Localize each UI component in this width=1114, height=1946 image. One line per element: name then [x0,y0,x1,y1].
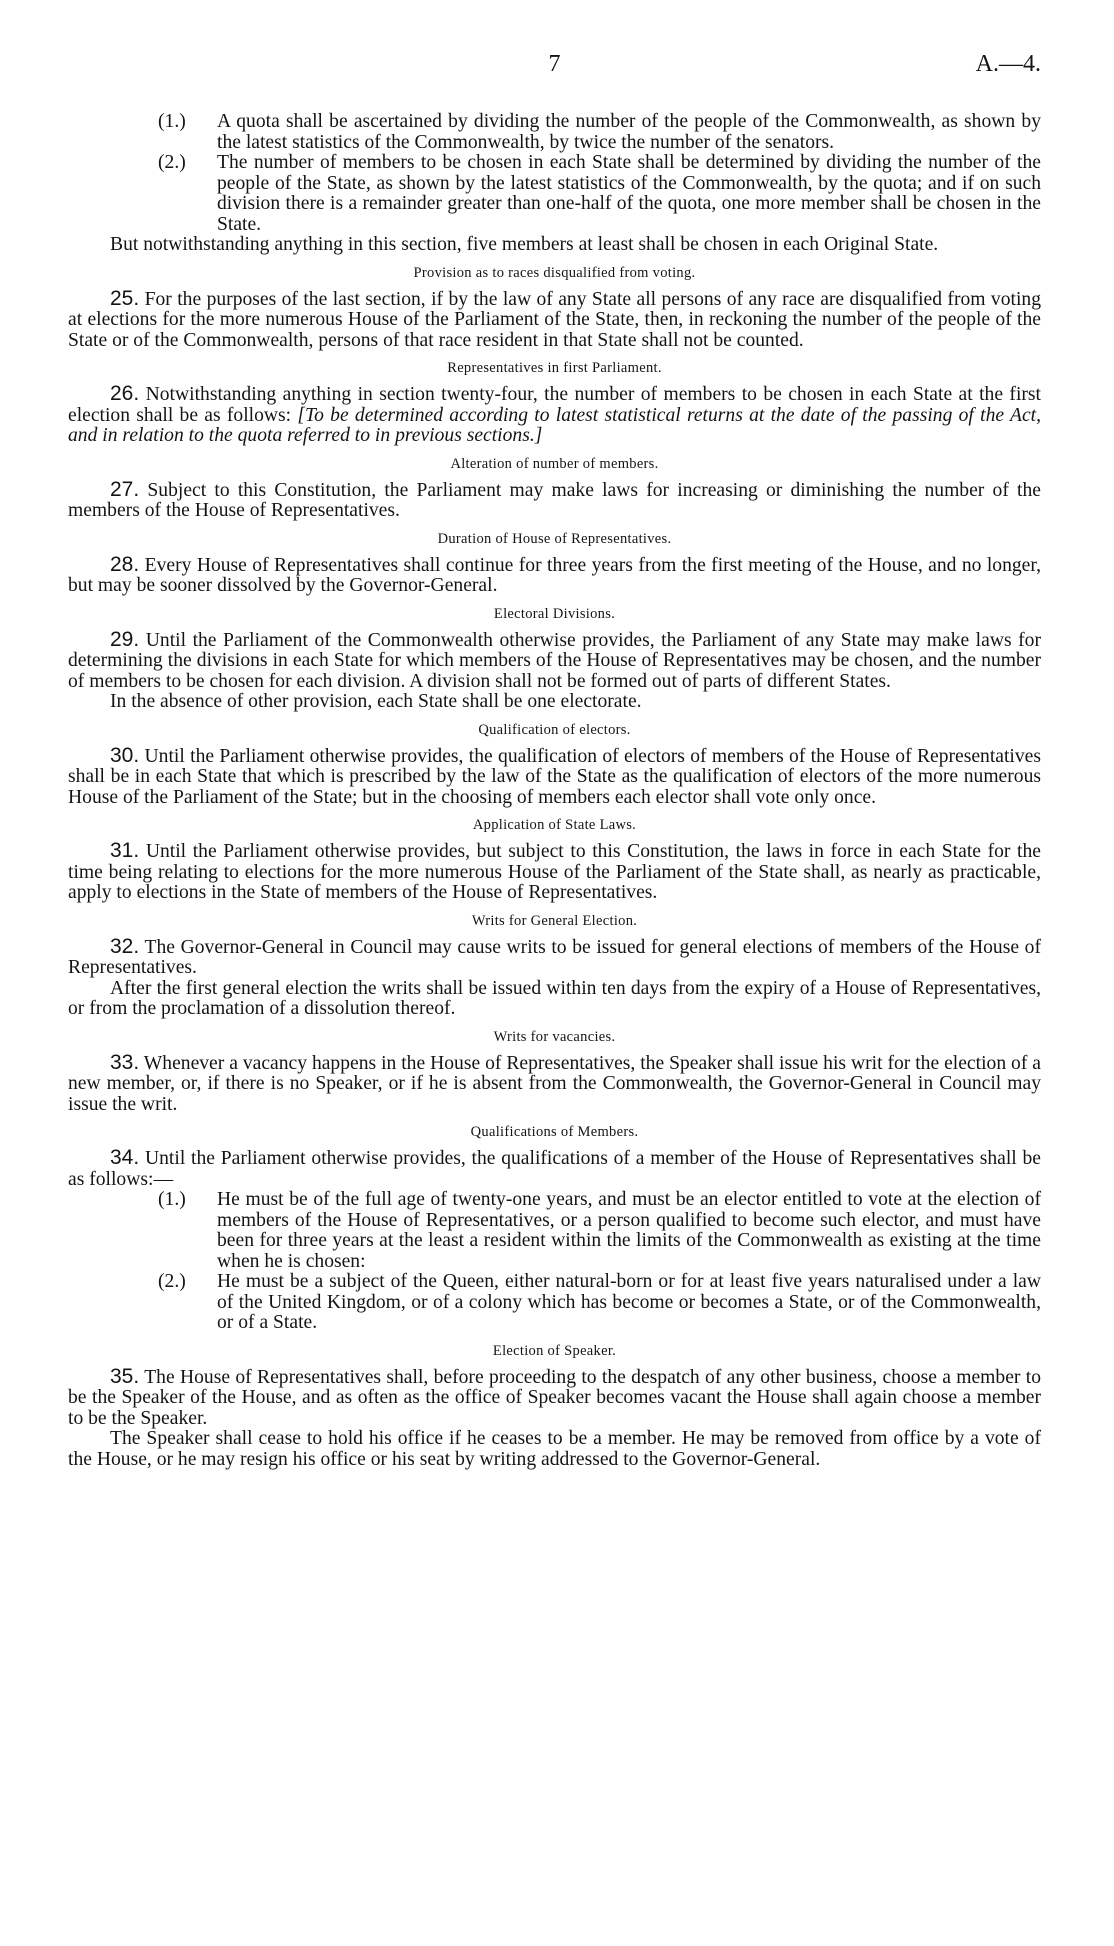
subsection-34-1 [68,1190,1041,1272]
section-heading-26: Representatives in first Parliament. [447,360,662,376]
section-26 [68,384,1041,447]
subsection-number: (2.) [158,1271,186,1292]
page-header [68,52,1041,90]
subsection-number: (1.) [158,1189,186,1210]
section-number: 31. [110,839,140,862]
page-number: 7 [548,51,561,77]
section-text: Until the Parliament otherwise provides, but subject to this Constitution, the laws in force in each State for the time being relating to elections for the more numerous House of the Parliament of the State shall, as nearly as practicable, apply to elections in the State of members of the House of Representatives. [68,841,1041,903]
section-text: Every House of Representatives shall continue for three years from the first meeting of the House, and no longer, but may be sooner dissolved by the Governor-General. [68,554,1041,596]
section-28 [68,552,1041,597]
paper-reference: A.—4. [975,51,1041,77]
section-heading-30: Qualification of electors. [478,721,631,738]
section-29 [68,627,1041,693]
section-24-tail: But notwithstanding anything in this section, five members at least shall be chosen in each Original State. [110,234,939,255]
section-number: 26. [110,382,140,405]
section-heading-32: Writs for General Election. [471,912,638,929]
section-number: 25. [110,286,140,310]
subsection-text: He must be of the full age of twenty-one years, and must be an elector entitled to vote at the election of members of the House of Representatives, or a person qualified to become such elector, and must have been for three years at the least a resident within the limits of the Commonwealth as existing at the time when he is chosen: [217,1189,1041,1272]
document-page [68,52,1041,1470]
section-text: The Governor-General in Council may cause writs to be issued for general elections of members of the House of Representatives. [68,936,1041,978]
section-32-continuation: After the first general election the writs shall be issued within ten days from the expiry of a House of Representatives, or from the proclamation of a dissolution thereof. [68,977,1041,1019]
section-text: For the purposes of the last section, if by the law of any State all persons of any race are disqualified from voting at elections for the more numerous House of the Parliament of the State, then, in reckoning the number of the people of the State or of the Commonwealth, persons of that race resident in that State shall not be counted. [68,288,1041,351]
section-heading-28: Duration of House of Representatives. [437,530,672,547]
section-text: Until the Parliament otherwise provides, the qualification of electors of members of the House of Representatives shall be in each State that which is prescribed by the law of the State as the qualification of electors of the more numerous House of the Parliament of the State; but in the choosing of members each elector shall vote only once. [68,745,1041,808]
section-heading-35: Election of Speaker. [492,1342,617,1359]
section-text: Until the Parliament of the Commonwealth otherwise provides, the Parliament of any State may make laws for determining the divisions in each State for which members of the House of Representatives may be chosen, and the number of members to be chosen for each division. A division shall not be formed out of parts of different States. [68,629,1041,692]
section-number: 34. [110,1146,140,1169]
section-heading-31: Application of State Laws. [472,817,637,833]
section-30 [68,743,1041,809]
section-heading-33: Writs for vacancies. [493,1028,616,1045]
section-number: 30. [110,743,140,767]
section-note: [To be determined according to latest statistical returns at the date of the passing of the Act, and in relation to the quota referred to in previous sections.] [68,404,1041,446]
subsection-24-1 [68,112,1041,153]
section-29-continuation: In the absence of other provision, each State shall be one electorate. [110,691,642,712]
section-number: 28. [110,552,140,576]
section-number: 35. [110,1364,140,1388]
section-heading-34: Qualifications of Members. [470,1124,639,1140]
section-text: The House of Representatives shall, before proceeding to the despatch of any other business, choose a member to be the Speaker of the House, and as often as the office of Speaker becomes vacant the House shall again choose a member to be the Speaker. [68,1366,1042,1429]
section-number: 27. [110,477,140,501]
section-35-continuation: The Speaker shall cease to hold his office if he ceases to be a member. He may be removed from office by a vote of the House, or he may resign his office or his seat by writing addressed to the Governor-General. [68,1428,1041,1470]
section-31 [68,841,1041,904]
subsection-24-2 [68,153,1041,235]
section-text: Whenever a vacancy happens in the House of Representatives, the Speaker shall issue his writ for the election of a new member, or, if there is no Speaker, or if he is absent from the Commonwealth, the Governor-General in Council may issue the writ. [68,1052,1041,1115]
section-text: Subject to this Constitution, the Parliament may make laws for increasing or diminishing the number of the members of the House of Representatives. [68,479,1041,521]
section-33 [68,1050,1041,1116]
section-heading-27: Alteration of number of members. [450,455,659,472]
section-heading-25: Provision as to races disqualified from voting. [413,264,696,281]
subsection-text: A quota shall be ascertained by dividing the number of the people of the Commonwealth, as shown by the latest statistics of the Commonwealth, by twice the number of the senators. [217,111,1041,153]
subsection-number: (2.) [158,152,186,173]
section-34 [68,1148,1041,1190]
subsection-number: (1.) [158,111,186,132]
section-text: Notwithstanding anything in section twenty-four, the number of members to be chosen in each State at the first election shall be as follows: [68,384,1041,426]
section-number: 29. [110,627,140,651]
section-27 [68,477,1041,522]
subsection-text: The number of members to be chosen in each State shall be determined by dividing the number of the people of the State, as shown by the latest statistics of the Commonwealth, by the quota; and if on such division there is a remainder greater than one-half of the quota, one more member shall be chosen in the State. [217,152,1041,235]
section-number: 33. [110,1050,140,1074]
section-32 [68,934,1041,979]
section-heading-29: Electoral Divisions. [493,605,616,622]
section-25 [68,286,1041,352]
subsection-34-2 [68,1272,1041,1334]
section-number: 32. [110,934,140,958]
section-text: Until the Parliament otherwise provides, the qualifications of a member of the House of Representatives shall be as follows:— [68,1148,1041,1190]
section-35 [68,1364,1042,1430]
subsection-text: He must be a subject of the Queen, either natural-born or for at least five years naturalised under a law of the United Kingdom, or of a colony which has become or becomes a State, or of the Commonwealth, or of a State. [217,1271,1041,1333]
